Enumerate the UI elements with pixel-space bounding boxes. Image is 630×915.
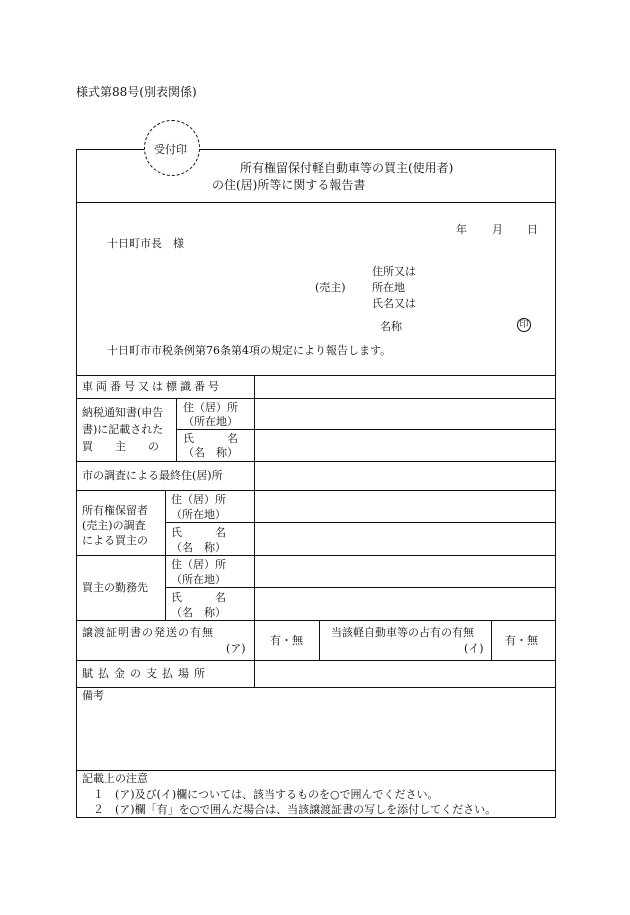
yes-no-possession: 有・無 (505, 634, 538, 647)
form-number-label: 様式第88号(別表関係) (76, 85, 197, 99)
divider-row-vehicle (76, 398, 556, 399)
vehicle-number-label: 車両番号又は標識番号 (82, 380, 222, 393)
notice-name-line2: （名 称） (183, 446, 238, 459)
col-label-right (254, 375, 255, 687)
date-month-label: 月 (492, 223, 503, 236)
notice-label-line2: 書)に記載された (82, 423, 164, 436)
col-yesno1-right (319, 620, 320, 660)
col-notice-split (176, 398, 177, 461)
retainer-label-line2: (売主)の調査 (82, 519, 146, 532)
name-label-line1: 氏名又は (372, 297, 416, 310)
address-label-line2: 所在地 (372, 281, 405, 294)
notice-name-line1: 氏 名 (183, 432, 238, 445)
date-year-label: 年 (456, 223, 467, 236)
col-possession-right (491, 620, 492, 660)
final-address-label: 市の調査による最終住(居)所 (82, 469, 223, 482)
retainer-label-line1: 所有権保留者 (82, 504, 148, 517)
divider-statement (76, 375, 556, 376)
form-title-line2: の住(居)所等に関する報告書 (212, 178, 366, 192)
form-title-line1: 所有権留保付軽自動車等の買主(使用者) (240, 161, 454, 175)
workplace-addr-line1: 住（居）所 (171, 558, 226, 571)
yes-no-transfer: 有・無 (270, 634, 303, 647)
workplace-name-line1: 氏 名 (171, 591, 226, 604)
retainer-name-line1: 氏 名 (171, 526, 226, 539)
retainer-addr-line2: （所在地） (171, 508, 226, 521)
address-label-line1: 住所又は (372, 265, 416, 278)
divider-retainer-mid (165, 522, 556, 523)
notice-addr-line2: （所在地） (183, 415, 238, 428)
seal-mark: 印 (517, 318, 531, 332)
divider-row-payment (76, 687, 556, 688)
col-retainer-split (165, 490, 166, 620)
workplace-addr-line2: （所在地） (171, 573, 226, 586)
workplace-name-line2: （名 称） (171, 606, 226, 619)
divider-row-retainer (76, 555, 556, 556)
possession-label: 当該軽自動車等の占有の有無 (331, 626, 474, 639)
addressee: 十日町市長 様 (107, 237, 184, 250)
note-1: １ (ア)及び(イ)欄については、該当するものを○で囲んでください。 (93, 788, 439, 801)
notice-label-line1: 納税通知書(申告 (82, 406, 164, 419)
retainer-name-line2: （名 称） (171, 541, 226, 554)
notice-addr-line1: 住（居）所 (183, 401, 238, 414)
notice-label-line3: 買 主 の (82, 440, 159, 453)
divider-row-final (76, 490, 556, 491)
seller-label: (売主) (315, 281, 346, 294)
name-label-line2: 名称 (380, 320, 402, 333)
divider-title (76, 202, 556, 203)
divider-row-workplace (76, 620, 556, 621)
date-day-label: 日 (527, 223, 538, 236)
notes-title: 記載上の注意 (82, 772, 148, 785)
retainer-addr-line1: 住（居）所 (171, 493, 226, 506)
workplace-label: 買主の勤務先 (82, 581, 148, 594)
divider-notice-mid (176, 429, 556, 430)
divider-workplace-mid (165, 587, 556, 588)
report-statement: 十日町市市税条例第76条第4項の規定により報告します。 (107, 344, 392, 357)
possession-mark: (イ) (464, 642, 484, 655)
divider-remarks (76, 770, 556, 771)
remarks-label: 備考 (82, 689, 104, 702)
reception-stamp-label: 受付印 (154, 143, 187, 156)
divider-row-notice (76, 461, 556, 462)
divider-row-transfer (76, 660, 556, 661)
note-2: ２ (ア)欄「有」を○で囲んだ場合は、当該譲渡証書の写しを添付してください。 (93, 803, 497, 816)
retainer-label-line3: による買主の (82, 534, 148, 547)
payment-place-label: 賦払金の支払場所 (82, 667, 210, 680)
transfer-cert-mark: (ア) (226, 642, 246, 655)
transfer-cert-label: 譲渡証明書の発送の有無 (82, 626, 214, 639)
